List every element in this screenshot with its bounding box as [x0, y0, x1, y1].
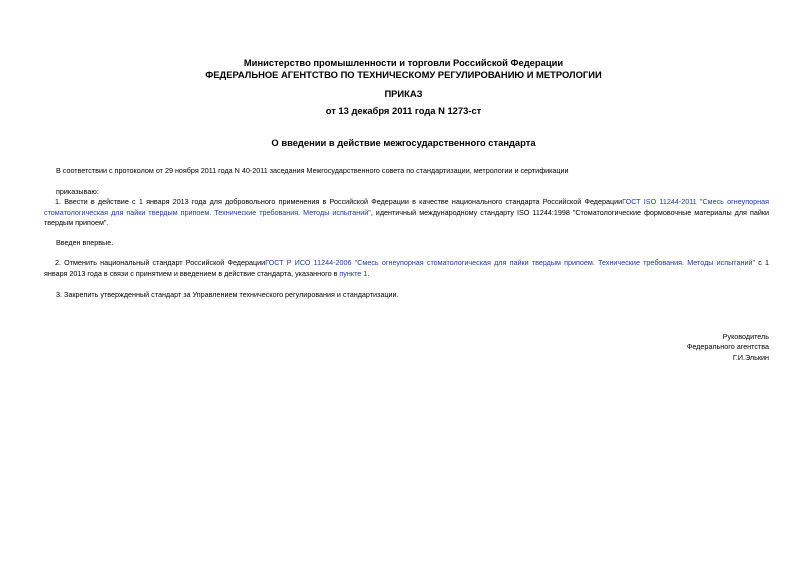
gost-iso-11244-2011-link[interactable]: ГОСТ ISO 11244-2011 "Смесь огнеупорная стоматологическая для пайки твердым припоем. Технические требования. Методы испытаний"	[44, 197, 769, 217]
ministry-name: Министерство промышленности и торговли Российской Федерации	[243, 57, 564, 68]
first-introduced-note: Введен впервые.	[56, 238, 114, 247]
item-1-text-before: 1. Ввести в действие с 1 января 2013 года для добровольного применения в Российской Федерации в качестве национального стандарта Российской Федерации	[55, 197, 623, 206]
basis-paragraph: В соответствии с протоколом от 29 ноября 2011 года N 40-2011 заседания Межгосударственного совета по стандартизации, метрологии и сертификации	[56, 166, 569, 175]
document-subject: О введении в действие межгосударственного стандарта	[271, 137, 536, 148]
gost-r-iso-11244-2006-link[interactable]: ГОСТ Р ИСО 11244-2006 "Смесь огнеупорная стоматологическая для пайки твердым припоем. Технические требования. Методы испытаний"	[265, 258, 756, 267]
item-1-paragraph	[44, 197, 769, 229]
signatory-name: Г.И.Элькин	[732, 353, 769, 362]
item-2-paragraph	[44, 258, 769, 279]
order-word: приказываю:	[56, 187, 99, 196]
item-1-text-after: , идентичный международному стандарту ISO 11244:1998 "Стоматологические формовочные материалы для пайки твердым припоем".	[44, 207, 770, 228]
document-type: ПРИКАЗ	[384, 88, 423, 99]
document-date-number: от 13 декабря 2011 года N 1273-ст	[325, 105, 482, 116]
signatory-organization: Федерального агентства	[686, 342, 769, 351]
signatory-title: Руководитель	[722, 332, 769, 341]
item-2-text-middle: с 1 января 2013 года в связи с принятием и введением в действие стандарта, указанного в	[44, 258, 770, 278]
agency-name: ФЕДЕРАЛЬНОЕ АГЕНТСТВО ПО ТЕХНИЧЕСКОМУ РЕГУЛИРОВАНИЮ И МЕТРОЛОГИИ	[205, 69, 602, 80]
item-2-text-before: 2. Отменить национальный стандарт Российской Федерации	[55, 258, 266, 267]
item-3-paragraph: 3. Закрепить утвержденный стандарт за Управлением технического регулирования и стандартизации.	[56, 290, 399, 299]
item-1-reference-link[interactable]: пункте 1	[339, 268, 368, 278]
item-2-text-after: .	[367, 268, 370, 278]
